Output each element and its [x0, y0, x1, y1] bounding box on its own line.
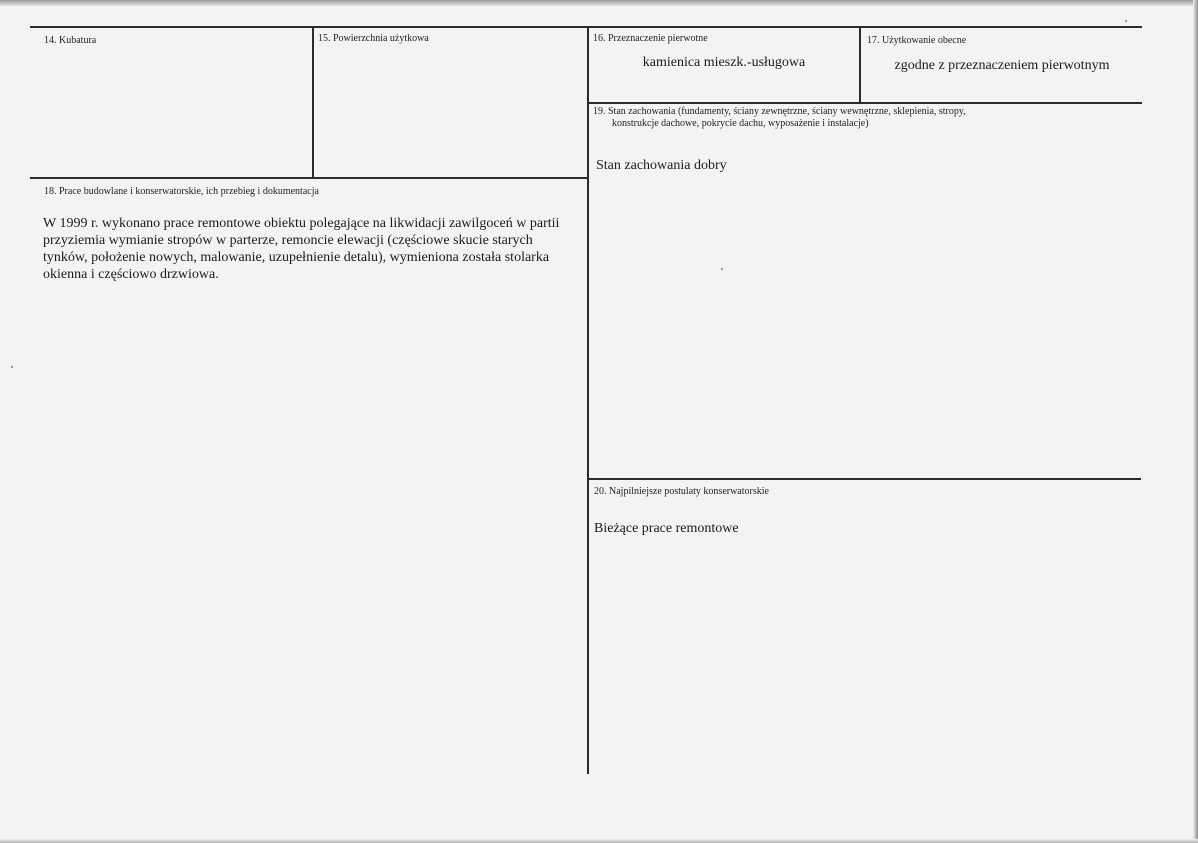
field-17-label: 17. Użytkowanie obecne	[867, 35, 967, 46]
scan-speck	[11, 366, 13, 368]
field-16-label: 16. Przeznaczenie pierwotne	[593, 33, 708, 44]
top-border-line	[30, 26, 1142, 28]
field-14-label: 14. Kubatura	[44, 35, 97, 46]
line-below-16-17	[587, 102, 1142, 104]
field-18-line-1: W 1999 r. wykonano prace remontowe obiektu polegające na likwidacji zawilgoceń w partii	[43, 216, 560, 231]
field-20-value: Bieżące prace remontowe	[594, 521, 739, 536]
scan-edge-bottom	[0, 839, 1198, 843]
field-19-label-line-1: 19. Stan zachowania (fundamenty, ściany zewnętrzne, ściany wewnętrzne, sklepienia, stropy,	[593, 106, 966, 117]
scan-speck	[721, 268, 723, 270]
field-18-line-4: okienna i częściowo drzwiowa.	[43, 267, 219, 282]
field-18-line-2: przyziemia wymianie stropów w parterze, remoncie elewacji (częściowe skucie starych	[43, 233, 533, 248]
line-below-19	[587, 478, 1141, 480]
divider-14-15	[312, 26, 314, 179]
scan-speck	[1125, 20, 1127, 22]
field-20-label: 20. Najpilniejsze postulaty konserwatorskie	[594, 486, 769, 497]
field-19-value: Stan zachowania dobry	[596, 158, 727, 173]
field-15-label: 15. Powierzchnia użytkowa	[318, 33, 429, 44]
field-19-label-line-2: konstrukcje dachowe, pokrycie dachu, wyposażenie i instalacje)	[612, 118, 869, 129]
field-17-value: zgodne z przeznaczeniem pierwotnym	[894, 58, 1110, 73]
field-18-text	[43, 215, 588, 283]
scan-edge-top	[0, 0, 1198, 6]
field-18-label: 18. Prace budowlane i konserwatorskie, ich przebieg i dokumentacja	[44, 186, 319, 197]
center-divider	[587, 26, 589, 774]
divider-16-17	[859, 26, 861, 103]
field-18-line-3: tynków, położenie nowych, malowanie, uzupełnienie detalu), wymieniona została stolarka	[43, 250, 550, 265]
line-below-14-15	[30, 177, 588, 179]
scan-edge-right	[1193, 0, 1198, 843]
field-16-value: kamienica mieszk.-usługowa	[642, 55, 806, 70]
field-19-label	[593, 106, 966, 130]
